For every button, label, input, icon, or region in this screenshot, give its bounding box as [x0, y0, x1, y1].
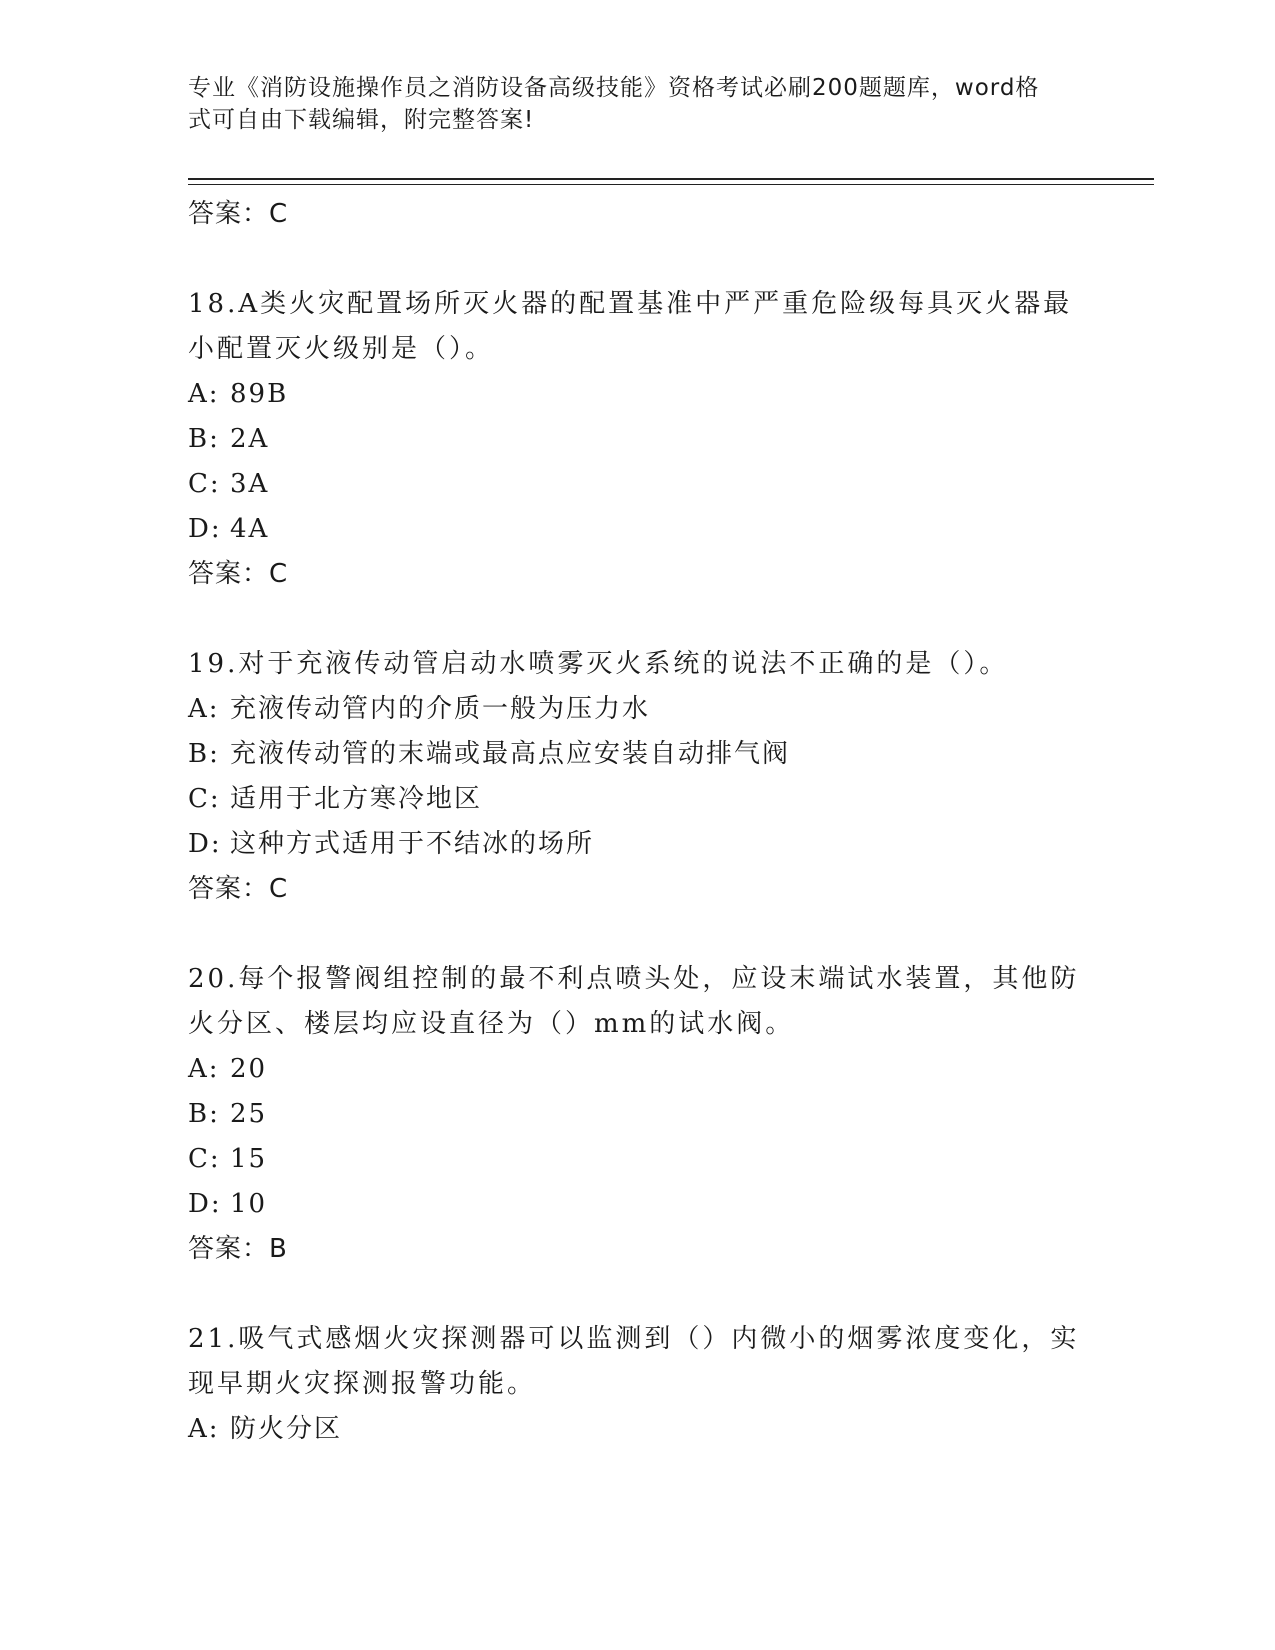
- question-text: [188, 282, 1088, 372]
- option-d: [188, 507, 1088, 552]
- option-key: A:: [188, 694, 220, 724]
- option-key: A:: [188, 1414, 220, 1444]
- option-text: 这种方式适用于不结冰的场所: [230, 829, 595, 859]
- option-key: B:: [188, 739, 220, 769]
- option-text: 2A: [230, 424, 270, 454]
- option-c: [188, 462, 1088, 507]
- previous-answer: 答案：C: [188, 199, 289, 229]
- option-a: [188, 1407, 1088, 1452]
- document-header: [188, 72, 1088, 136]
- option-text: 适用于北方寒冷地区: [230, 784, 483, 814]
- answer-label: 答案：B: [188, 1234, 288, 1264]
- option-b: [188, 1092, 1088, 1137]
- option-key: C:: [188, 784, 221, 814]
- question-text-line: 现早期火灾探测报警功能。: [188, 1369, 537, 1399]
- option-text: 3A: [230, 469, 270, 499]
- option-key: A:: [188, 1054, 220, 1084]
- header-line-2: 式可自由下载编辑，附完整答案!: [188, 107, 535, 133]
- option-key: A:: [188, 379, 220, 409]
- option-text: 20: [230, 1054, 268, 1084]
- option-d: [188, 822, 1088, 867]
- option-text: 充液传动管的末端或最高点应安装自动排气阀: [230, 739, 791, 769]
- question-18: [188, 282, 1088, 596]
- question-text-line: 21.吸气式感烟火灾探测器可以监测到（）内微小的烟雾浓度变化，实: [188, 1324, 1080, 1354]
- option-text: 充液传动管内的介质一般为压力水: [230, 694, 651, 724]
- option-text: 15: [230, 1144, 268, 1174]
- question-text-line: 19.对于充液传动管启动水喷雾灭火系统的说法不正确的是（）。: [188, 649, 1009, 679]
- option-b: [188, 732, 1088, 777]
- option-text: 4A: [230, 514, 270, 544]
- option-key: C:: [188, 1144, 221, 1174]
- question-text-line: 18.A类火灾配置场所灭火器的配置基准中严严重危险级每具灭火器最: [188, 289, 1073, 319]
- option-key: D:: [188, 1189, 222, 1219]
- header-divider-thin: [188, 184, 1154, 185]
- header-divider-thick: [188, 178, 1154, 180]
- question-text-line: 20.每个报警阀组控制的最不利点喷头处，应设末端试水装置，其他防: [188, 964, 1080, 994]
- question-list: [188, 190, 1088, 1452]
- option-text: 10: [230, 1189, 268, 1219]
- question-21: [188, 1317, 1088, 1452]
- option-key: B:: [188, 1099, 220, 1129]
- option-a: [188, 372, 1088, 417]
- question-text-line: 小配置灭火级别是（）。: [188, 334, 495, 364]
- option-text: 25: [230, 1099, 268, 1129]
- question-20: [188, 957, 1088, 1271]
- answer-label: 答案：C: [188, 874, 289, 904]
- question-text: [188, 642, 1088, 687]
- option-key: D:: [188, 514, 222, 544]
- option-b: [188, 417, 1088, 462]
- answer-label: 答案：C: [188, 559, 289, 589]
- option-a: [188, 687, 1088, 732]
- question-text: [188, 957, 1088, 1047]
- question-text-line: 火分区、楼层均应设直径为（）mm的试水阀。: [188, 1009, 795, 1039]
- option-c: [188, 777, 1088, 822]
- option-text: 89B: [230, 379, 289, 409]
- option-a: [188, 1047, 1088, 1092]
- option-d: [188, 1182, 1088, 1227]
- option-key: C:: [188, 469, 221, 499]
- option-c: [188, 1137, 1088, 1182]
- option-key: B:: [188, 424, 220, 454]
- header-line-1: 专业《消防设施操作员之消防设备高级技能》资格考试必刷200题题库，word格: [188, 75, 1040, 101]
- question-text: [188, 1317, 1088, 1407]
- option-text: 防火分区: [230, 1414, 343, 1444]
- question-19: [188, 642, 1088, 911]
- option-key: D:: [188, 829, 222, 859]
